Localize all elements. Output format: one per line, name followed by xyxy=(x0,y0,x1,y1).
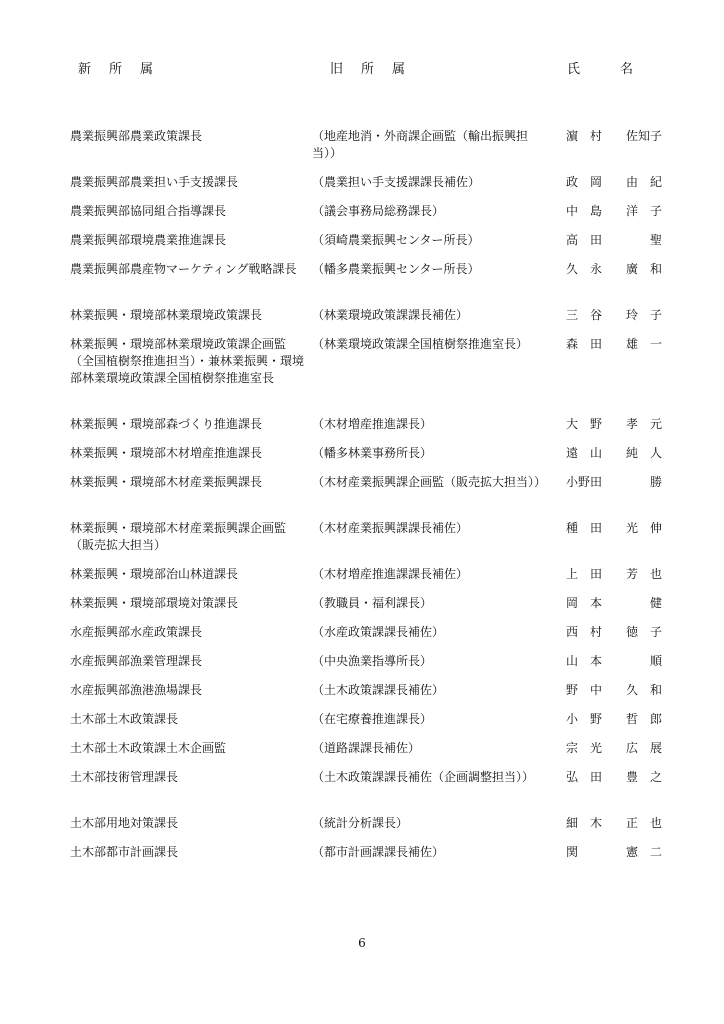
surname: 三 谷 xyxy=(566,308,603,322)
old-post: （中央漁業指導所長） xyxy=(312,654,433,668)
old-post: （木材増産推進課課長補佐） xyxy=(312,567,469,581)
person-name xyxy=(566,474,662,491)
person-name xyxy=(566,445,662,462)
surname: 高 田 xyxy=(566,233,603,247)
given-name: 広 展 xyxy=(625,741,662,755)
surname: 小 野 xyxy=(566,712,603,726)
surname: 野 中 xyxy=(566,683,603,697)
person-name xyxy=(566,520,662,537)
surname: 種 田 xyxy=(566,521,603,535)
old-post: （幡多農業振興センター所長） xyxy=(312,262,480,276)
old-post: （木材産業振興課課長補佐） xyxy=(312,521,469,535)
person-name xyxy=(566,653,662,670)
person-name xyxy=(566,566,662,583)
new-post: 林業振興・環境部木材産業振興課長 xyxy=(70,475,263,489)
new-post: 土木部都市計画課長 xyxy=(70,845,179,859)
given-name: 憲 二 xyxy=(625,845,662,859)
list-item xyxy=(0,624,724,653)
new-post: 農業振興部農産物マーケティング戦略課長 xyxy=(70,262,297,276)
old-post: （土木政策課課長補佐） xyxy=(312,683,445,697)
surname: 中 島 xyxy=(566,204,603,218)
old-post: （地産地消・外商課企画監（輸出振興担当）） xyxy=(312,129,529,160)
list-item xyxy=(0,416,724,445)
surname: 森 田 xyxy=(566,337,603,351)
old-post: （水産政策課課長補佐） xyxy=(312,625,445,639)
person-name xyxy=(566,769,662,786)
header-name: 氏名 xyxy=(567,62,674,77)
given-name: 徳 子 xyxy=(625,625,662,639)
new-post: 土木部土木政策課土木企画監 xyxy=(70,741,227,755)
list-item xyxy=(0,566,724,595)
old-post: （木材増産推進課長） xyxy=(312,417,433,431)
list-item xyxy=(0,174,724,203)
person-name xyxy=(566,174,662,191)
person-name xyxy=(566,336,662,353)
list-item xyxy=(0,474,724,520)
old-post: （統計分析課長） xyxy=(312,816,409,830)
given-name: 玲 子 xyxy=(625,308,662,322)
header-old-post: 旧所属 xyxy=(330,62,424,77)
surname: 細 木 xyxy=(566,816,603,830)
list-item xyxy=(0,520,724,566)
new-post: 水産振興部漁業管理課長 xyxy=(70,654,203,668)
given-name: 健 xyxy=(649,596,662,610)
list-item xyxy=(0,261,724,307)
surname: 関 xyxy=(566,845,579,859)
given-name: 雄 一 xyxy=(625,337,662,351)
surname: 小野田 xyxy=(566,475,603,489)
list-item xyxy=(0,844,724,873)
given-name: 勝 xyxy=(649,475,662,489)
person-name xyxy=(566,740,662,757)
old-post: （道路課課長補佐） xyxy=(312,741,421,755)
list-item xyxy=(0,711,724,740)
old-post: （須崎農業振興センター所長） xyxy=(312,233,480,247)
old-post: （農業担い手支援課課長補佐） xyxy=(312,175,481,189)
new-post: 農業振興部農業担い手支援課長 xyxy=(70,175,239,189)
new-post: 水産振興部漁港漁場課長 xyxy=(70,683,203,697)
given-name: 聖 xyxy=(649,233,662,247)
new-post: 林業振興・環境部木材増産推進課長 xyxy=(70,446,263,460)
person-name xyxy=(566,416,662,433)
surname: 政 岡 xyxy=(566,175,603,189)
surname: 山 本 xyxy=(566,654,603,668)
new-post: 林業振興・環境部林業環境政策課企画監（全国植樹祭推進担当）・兼林業振興・環境部林業環境政策課全国植樹祭推進室長 xyxy=(70,337,305,385)
list-item xyxy=(0,336,724,416)
person-name xyxy=(566,203,662,220)
new-post: 土木部土木政策課長 xyxy=(70,712,179,726)
new-post: 林業振興・環境部林業環境政策課長 xyxy=(70,308,263,322)
person-name xyxy=(566,682,662,699)
surname: 濵 村 xyxy=(566,129,603,143)
surname: 岡 本 xyxy=(566,596,603,610)
given-name: 久 和 xyxy=(625,683,662,697)
new-post: 農業振興部協同組合指導課長 xyxy=(70,204,227,218)
given-name: 芳 也 xyxy=(625,567,662,581)
old-post: （土木政策課課長補佐（企画調整担当）） xyxy=(312,770,535,784)
new-post: 林業振興・環境部治山林道課長 xyxy=(70,567,239,581)
header-new-post: 新所属 xyxy=(78,62,172,77)
list-item xyxy=(0,740,724,769)
surname: 宗 光 xyxy=(566,741,603,755)
old-post: （木材産業振興課企画監（販売拡大担当）） xyxy=(312,475,547,489)
list-item xyxy=(0,815,724,844)
surname: 遠 山 xyxy=(566,446,603,460)
person-name xyxy=(566,307,662,324)
old-post: （林業環境政策課全国植樹祭推進室長） xyxy=(312,337,529,351)
given-name: 順 xyxy=(649,654,662,668)
old-post: （在宅療養推進課長） xyxy=(312,712,433,726)
list-item xyxy=(0,445,724,474)
list-item xyxy=(0,769,724,815)
person-name xyxy=(566,595,662,612)
surname: 上 田 xyxy=(566,567,603,581)
new-post: 土木部技術管理課長 xyxy=(70,770,179,784)
given-name: 廣 和 xyxy=(625,262,662,276)
person-name xyxy=(566,844,662,861)
new-post: 林業振興・環境部森づくり推進課長 xyxy=(70,417,263,431)
list-item xyxy=(0,307,724,336)
old-post: （教職員・福利課長） xyxy=(312,596,433,610)
new-post: 農業振興部環境農業推進課長 xyxy=(70,233,227,247)
old-post: （議会事務局総務課長） xyxy=(312,204,445,218)
person-name xyxy=(566,128,662,145)
person-name xyxy=(566,261,662,278)
given-name: 孝 元 xyxy=(625,417,662,431)
list-item xyxy=(0,682,724,711)
given-name: 豊 之 xyxy=(625,770,662,784)
old-post: （林業環境政策課課長補佐） xyxy=(312,308,469,322)
list-item xyxy=(0,128,724,174)
surname: 久 永 xyxy=(566,262,603,276)
list-item xyxy=(0,595,724,624)
person-name xyxy=(566,232,662,249)
list-item xyxy=(0,232,724,261)
given-name: 純 人 xyxy=(625,446,662,460)
given-name: 正 也 xyxy=(625,816,662,830)
personnel-list xyxy=(0,128,724,873)
given-name: 哲 郎 xyxy=(625,712,662,726)
list-item xyxy=(0,203,724,232)
new-post: 土木部用地対策課長 xyxy=(70,816,179,830)
new-post: 農業振興部農業政策課長 xyxy=(70,129,203,143)
person-name xyxy=(566,711,662,728)
list-item xyxy=(0,653,724,682)
new-post: 水産振興部水産政策課長 xyxy=(70,625,203,639)
old-post: （都市計画課課長補佐） xyxy=(312,845,445,859)
surname: 西 村 xyxy=(566,625,603,639)
given-name: 由 紀 xyxy=(625,175,662,189)
given-name: 光 伸 xyxy=(625,521,662,535)
surname: 大 野 xyxy=(566,417,603,431)
person-name xyxy=(566,624,662,641)
given-name: 佐知子 xyxy=(625,129,662,143)
page-number: 6 xyxy=(358,936,366,950)
surname: 弘 田 xyxy=(566,770,603,784)
new-post: 林業振興・環境部木材産業振興課企画監（販売拡大担当） xyxy=(70,521,287,552)
person-name xyxy=(566,815,662,832)
new-post: 林業振興・環境部環境対策課長 xyxy=(70,596,239,610)
old-post: （幡多林業事務所長） xyxy=(312,446,433,460)
given-name: 洋 子 xyxy=(625,204,662,218)
